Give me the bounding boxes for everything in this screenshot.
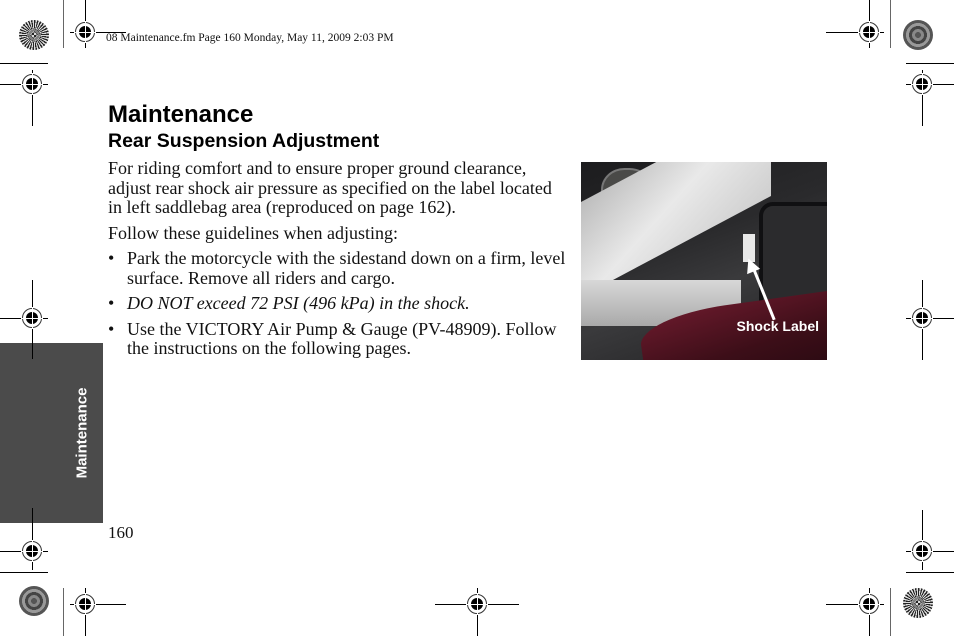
registration-mark-icon (21, 307, 43, 329)
guidelines-lead: Follow these guidelines when adjusting: (108, 222, 398, 243)
registration-mark-icon (858, 21, 880, 43)
list-item (108, 249, 568, 288)
page-title: Maintenance (108, 101, 254, 128)
page-number: 160 (108, 523, 134, 542)
registration-mark-icon (466, 593, 488, 615)
color-target-icon (903, 20, 933, 50)
crop-line (890, 588, 891, 636)
section-title: Rear Suspension Adjustment (108, 130, 380, 152)
print-stamp: 08 Maintenance.fm Page 160 Monday, May 11, 2009 2:03 PM (106, 32, 394, 44)
registration-mark-icon (911, 540, 933, 562)
warning-text: DO NOT exceed 72 PSI (496 kPa) in the shock. (127, 293, 470, 313)
crop-line (906, 572, 954, 573)
crop-line (32, 508, 33, 523)
list-item (108, 320, 568, 359)
registration-mark-icon (911, 307, 933, 329)
color-target-icon (19, 586, 49, 616)
intro-paragraph: For riding comfort and to ensure proper ground clearance, adjust rear shock air pressure as specified on the label located in left saddlebag area (reproduced on page 162). (108, 158, 552, 217)
list-item-text: Use the VICTORY Air Pump & Gauge (PV-48909). Follow the instructions on the following pages. (127, 318, 557, 358)
crop-line (32, 343, 33, 359)
crop-line (0, 572, 48, 573)
list-item-text: Park the motorcycle with the sidestand down on a firm, level surface. Remove all riders and cargo. (127, 248, 566, 288)
shock-label-photo (581, 162, 827, 360)
crop-line (0, 63, 48, 64)
registration-mark-icon (858, 593, 880, 615)
registration-mark-icon (21, 73, 43, 95)
registration-mark-icon (911, 73, 933, 95)
list-item (108, 294, 568, 314)
crop-line (63, 588, 64, 636)
body-content (108, 159, 568, 365)
registration-mark-icon (74, 593, 96, 615)
registration-mark-icon (21, 540, 43, 562)
crop-line (906, 63, 954, 64)
registration-mark-icon (74, 21, 96, 43)
bullet-icon: • (108, 248, 115, 268)
bullet-icon: • (108, 318, 115, 339)
crop-line (63, 0, 64, 48)
crop-line (890, 0, 891, 48)
guidelines-list (108, 249, 568, 359)
figure-caption: Shock Label (736, 318, 819, 334)
starburst-target-icon (19, 20, 49, 50)
chapter-tab-label: Maintenance (73, 387, 91, 479)
bullet-icon: • (108, 293, 115, 313)
starburst-target-icon (903, 588, 933, 618)
